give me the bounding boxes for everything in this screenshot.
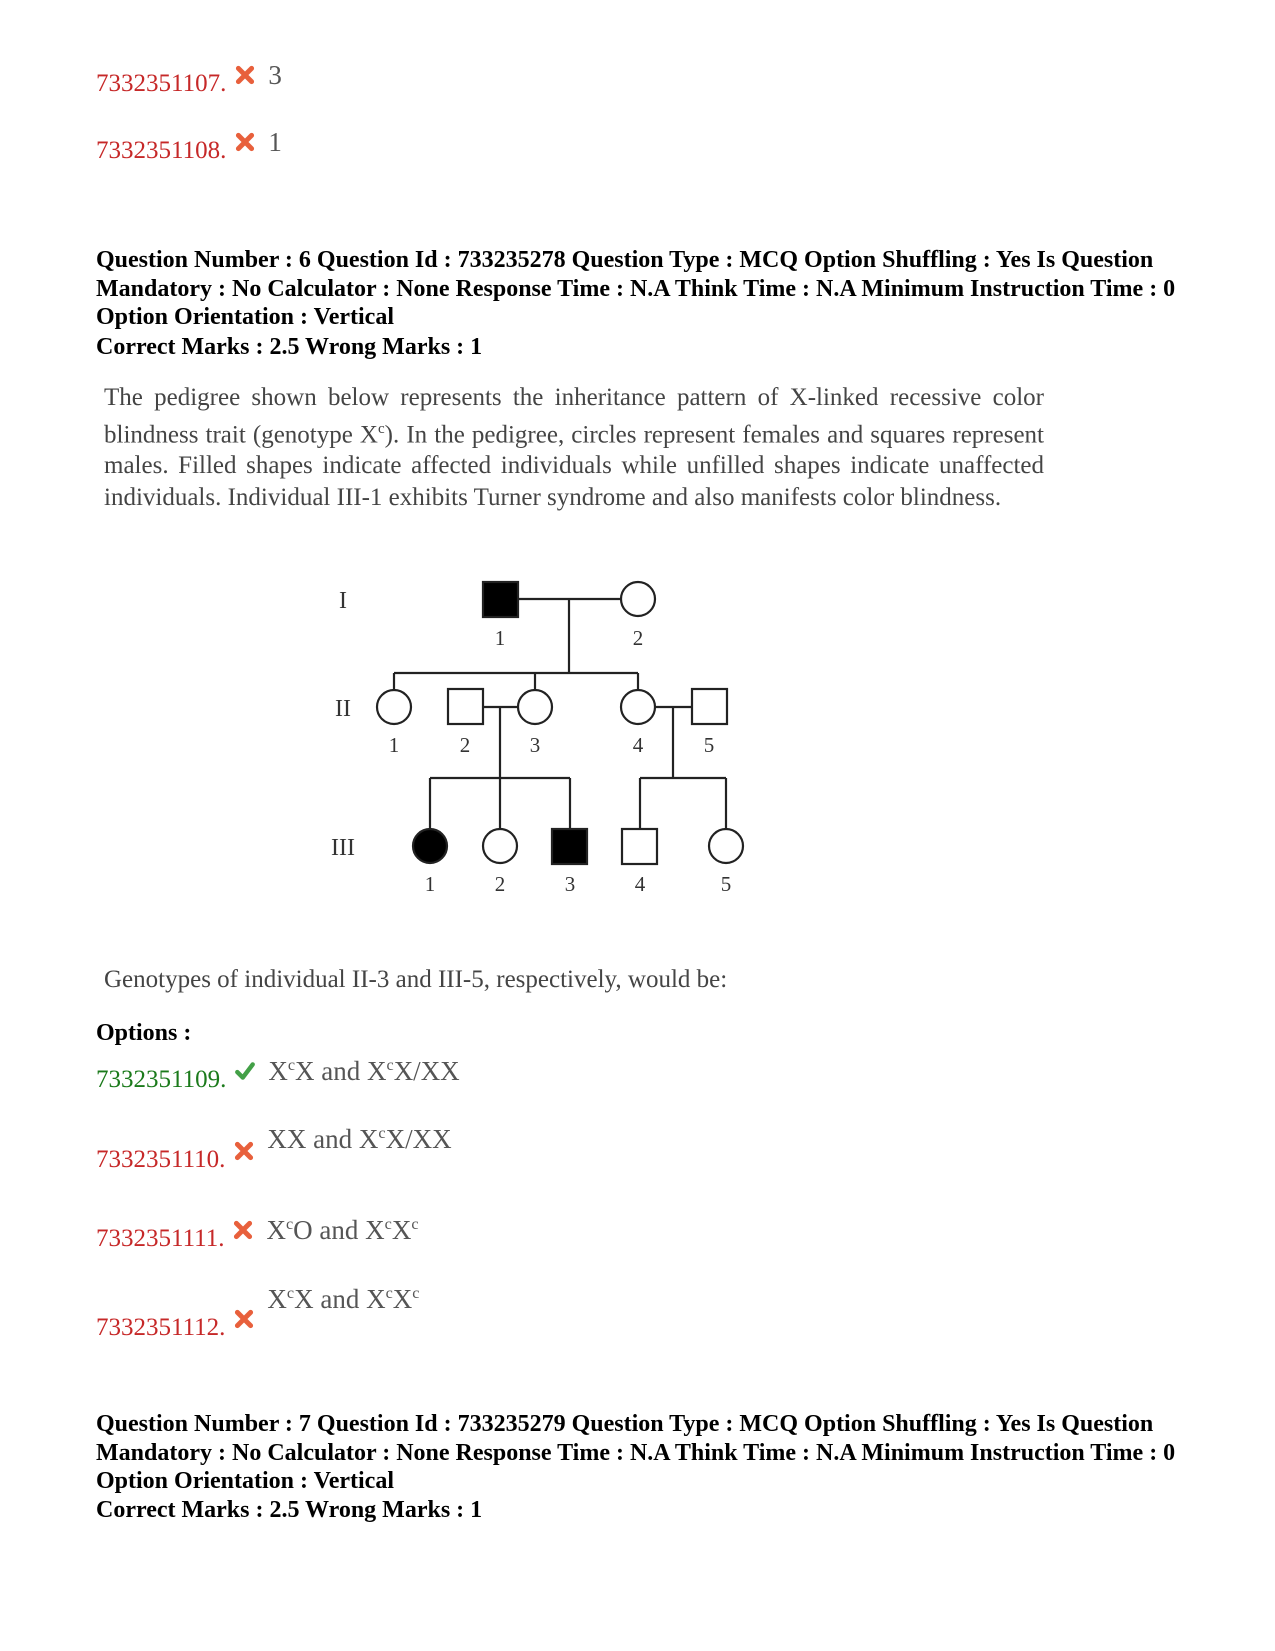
individual-I-1 (483, 582, 518, 617)
individual-II-5 (692, 689, 727, 724)
superscript: c (378, 420, 385, 437)
prev-option-1[interactable] (96, 60, 282, 98)
individual-III-3 (552, 829, 587, 864)
wrong-icon (233, 1308, 255, 1330)
individual-III-4 (622, 829, 657, 864)
individual-III-5 (709, 829, 743, 863)
question-6-meta: Question Number : 6 Question Id : 733235278 Question Type : MCQ Option Shuffling : Yes Is Question Mandatory : No Calculator : None Response Time : N.A Think Time : N.A Minimum Instruction Time : 0 Option Orientation : Vertical (96, 247, 1176, 330)
option-text: $X^cX$ and $X^cX^c$ (267, 1284, 420, 1314)
individual-number: 1 (494, 626, 506, 650)
option-text: 3 (268, 60, 282, 90)
wrong-icon (233, 1140, 255, 1162)
option-text: 1 (268, 127, 282, 157)
individual-II-4 (621, 690, 655, 724)
individual-number: 2 (494, 872, 506, 896)
individual-II-3 (518, 690, 552, 724)
individual-II-1 (377, 690, 411, 724)
question-7-marks: Correct Marks : 2.5 Wrong Marks : 1 (96, 1497, 483, 1523)
individual-III-2 (483, 829, 517, 863)
option-text: $X^cO$ and $X^cX^c$ (266, 1215, 419, 1245)
individual-number: 1 (424, 872, 436, 896)
option-id: 7332351110. (96, 1146, 226, 1173)
option-id: 7332351109. (96, 1066, 227, 1093)
question-6-prompt: Genotypes of individual II-3 and III-5, respectively, would be: (104, 966, 728, 993)
check-icon (234, 1060, 256, 1082)
individual-number: 4 (634, 872, 646, 896)
question-6-marks: Correct Marks : 2.5 Wrong Marks : 1 (96, 334, 483, 360)
individual-I-2 (621, 582, 655, 616)
individual-number: 2 (632, 626, 644, 650)
pedigree-diagram (300, 560, 780, 900)
option-id: 7332351112. (96, 1314, 226, 1341)
prev-option-2[interactable] (96, 127, 282, 165)
question-6-text (104, 382, 1044, 513)
question-text-part: ). In the pedigree, circles represent females and squares represent males. Filled shapes indicate affected individuals while unfilled shapes indicate unaffected individuals. Individual III-1 exhibits Turner syndrome and also manifests color blindness. (104, 420, 1044, 511)
individual-number: 2 (459, 733, 471, 757)
individual-number: 5 (720, 872, 732, 896)
individual-number: 5 (703, 733, 715, 757)
option-id: 7332351108. (96, 137, 227, 164)
individual-III-1 (413, 829, 447, 863)
option-7332351109[interactable] (96, 1056, 460, 1094)
option-id: 7332351111. (96, 1225, 225, 1252)
option-7332351110[interactable] (96, 1124, 452, 1174)
individual-number: 1 (388, 733, 400, 757)
wrong-icon (234, 64, 256, 86)
generation-label: I (339, 588, 347, 614)
individual-number: 3 (529, 733, 541, 757)
wrong-icon (234, 131, 256, 153)
option-id: 7332351107. (96, 70, 227, 97)
option-text: XX and $X^cX/XX$ (267, 1124, 452, 1154)
option-text: $X^cX$ and $X^cX/XX$ (268, 1056, 460, 1086)
individual-number: 3 (564, 872, 576, 896)
options-label: Options : (96, 1020, 192, 1046)
generation-label: III (331, 835, 355, 861)
wrong-icon (232, 1219, 254, 1241)
option-7332351111[interactable] (96, 1215, 419, 1253)
individual-number: 4 (632, 733, 644, 757)
question-text-part: The pedigree shown below represents the inheritance pattern of X-linked recessive color blindness trait (genotype X (104, 384, 1044, 448)
question-7-meta: Question Number : 7 Question Id : 733235279 Question Type : MCQ Option Shuffling : Yes Is Question Mandatory : No Calculator : None Response Time : N.A Think Time : N.A Minimum Instruction Time : 0 Option Orientation : Vertical (96, 1411, 1176, 1494)
generation-label: II (335, 696, 351, 722)
option-7332351112[interactable] (96, 1284, 420, 1342)
individual-II-2 (448, 689, 483, 724)
